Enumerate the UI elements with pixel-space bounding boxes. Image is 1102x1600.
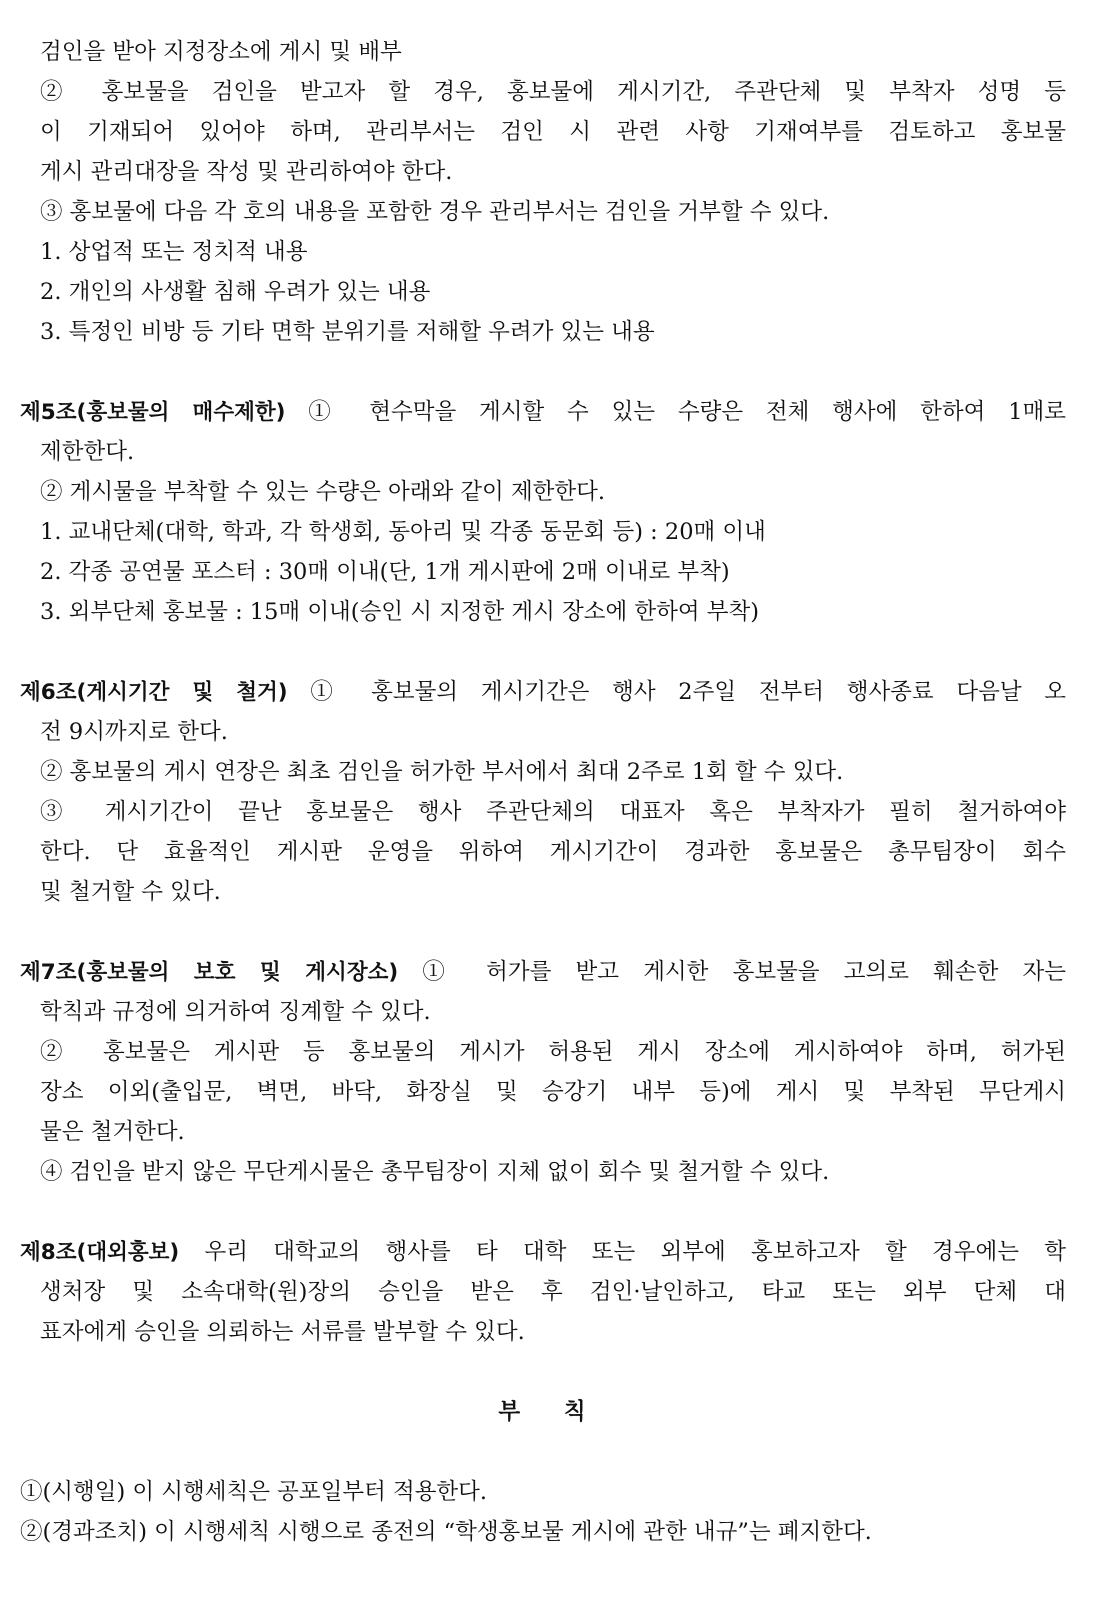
- addenda-item: ①(시행일) 이 시행세칙은 공포일부터 적용한다.: [20, 1479, 488, 1505]
- article-5-first-line: [20, 392, 1066, 432]
- text-line: ④ 검인을 받지 않은 무단게시물은 총무팀장이 지체 없이 회수 및 철거할 수 있다.: [40, 1159, 830, 1185]
- text-line: 장소 이외(출입문, 벽면, 바닥, 화장실 및 승강기 내부 등)에 게시 및 부착된 무단게시: [40, 1079, 1066, 1105]
- text-line: 및 철거할 수 있다.: [40, 879, 221, 905]
- addenda-title: 부 칙: [498, 1399, 604, 1425]
- text-line: 표자에게 승인을 의뢰하는 서류를 발부할 수 있다.: [40, 1319, 525, 1345]
- article-6-text: ① 홍보물의 게시기간은 행사 2주일 전부터 행사종료 다음날 오: [287, 679, 1066, 705]
- article-7-heading: 제7조(홍보물의 보호 및 게시장소): [20, 960, 399, 985]
- text-line: 1. 상업적 또는 정치적 내용: [40, 239, 308, 265]
- text-line: 물은 철거한다.: [40, 1119, 185, 1145]
- text-line: 2. 개인의 사생활 침해 우려가 있는 내용: [40, 279, 431, 305]
- text-line: ③ 게시기간이 끝난 홍보물은 행사 주관단체의 대표자 혹은 부착자가 필히 철거하여야: [40, 799, 1066, 825]
- article-8-first-line: [20, 1232, 1066, 1272]
- text-line: 게시 관리대장을 작성 및 관리하여야 한다.: [40, 159, 453, 185]
- text-line: 2. 각종 공연물 포스터 : 30매 이내(단, 1개 게시판에 2매 이내로 부착): [40, 559, 730, 585]
- text-line: 제한한다.: [40, 439, 135, 465]
- article-7-text: ① 허가를 받고 게시한 홍보물을 고의로 훼손한 자는: [398, 959, 1066, 985]
- article-5-text: ① 현수막을 게시할 수 있는 수량은 전체 행사에 한하여 1매로: [285, 399, 1066, 425]
- text-line: 학칙과 규정에 의거하여 징계할 수 있다.: [40, 999, 431, 1025]
- text-line: ③ 홍보물에 다음 각 호의 내용을 포함한 경우 관리부서는 검인을 거부할 수 있다.: [40, 199, 830, 225]
- text-line: 3. 특정인 비방 등 기타 면학 분위기를 저해할 우려가 있는 내용: [40, 319, 655, 345]
- text-line: 이 기재되어 있어야 하며, 관리부서는 검인 시 관련 사항 기재여부를 검토하고 홍보물: [40, 119, 1066, 145]
- text-line: 1. 교내단체(대학, 학과, 각 학생회, 동아리 및 각종 동문회 등) : 20매 이내: [40, 519, 766, 545]
- text-line: 3. 외부단체 홍보물 : 15매 이내(승인 시 지정한 게시 장소에 한하여 부착): [40, 599, 760, 625]
- text-line: ② 게시물을 부착할 수 있는 수량은 아래와 같이 제한한다.: [40, 479, 606, 505]
- text-line: 한다. 단 효율적인 게시판 운영을 위하여 게시기간이 경과한 홍보물은 총무팀장이 회수: [40, 839, 1066, 865]
- article-7-first-line: [20, 952, 1066, 992]
- addenda-item: ②(경과조치) 이 시행세칙 시행으로 종전의 “학생홍보물 게시에 관한 내규”는 폐지한다.: [20, 1519, 872, 1545]
- text-line: 생처장 및 소속대학(원)장의 승인을 받은 후 검인·날인하고, 타교 또는 외부 단체 대: [40, 1279, 1066, 1305]
- article-8-text: 우리 대학교의 행사를 타 대학 또는 외부에 홍보하고자 할 경우에는 학: [179, 1239, 1066, 1265]
- article-8-heading: 제8조(대외홍보): [20, 1240, 180, 1265]
- article-6-first-line: [20, 672, 1066, 712]
- article-6-heading: 제6조(게시기간 및 철거): [20, 680, 288, 705]
- text-line: ② 홍보물은 게시판 등 홍보물의 게시가 허용된 게시 장소에 게시하여야 하며, 허가된: [40, 1039, 1066, 1065]
- text-line: ② 홍보물을 검인을 받고자 할 경우, 홍보물에 게시기간, 주관단체 및 부착자 성명 등: [40, 79, 1066, 105]
- article-5-heading: 제5조(홍보물의 매수제한): [20, 400, 286, 425]
- text-line: 검인을 받아 지정장소에 게시 및 배부: [40, 39, 402, 65]
- text-line: 전 9시까지로 한다.: [40, 719, 228, 745]
- text-line: ② 홍보물의 게시 연장은 최초 검인을 허가한 부서에서 최대 2주로 1회 할 수 있다.: [40, 759, 844, 785]
